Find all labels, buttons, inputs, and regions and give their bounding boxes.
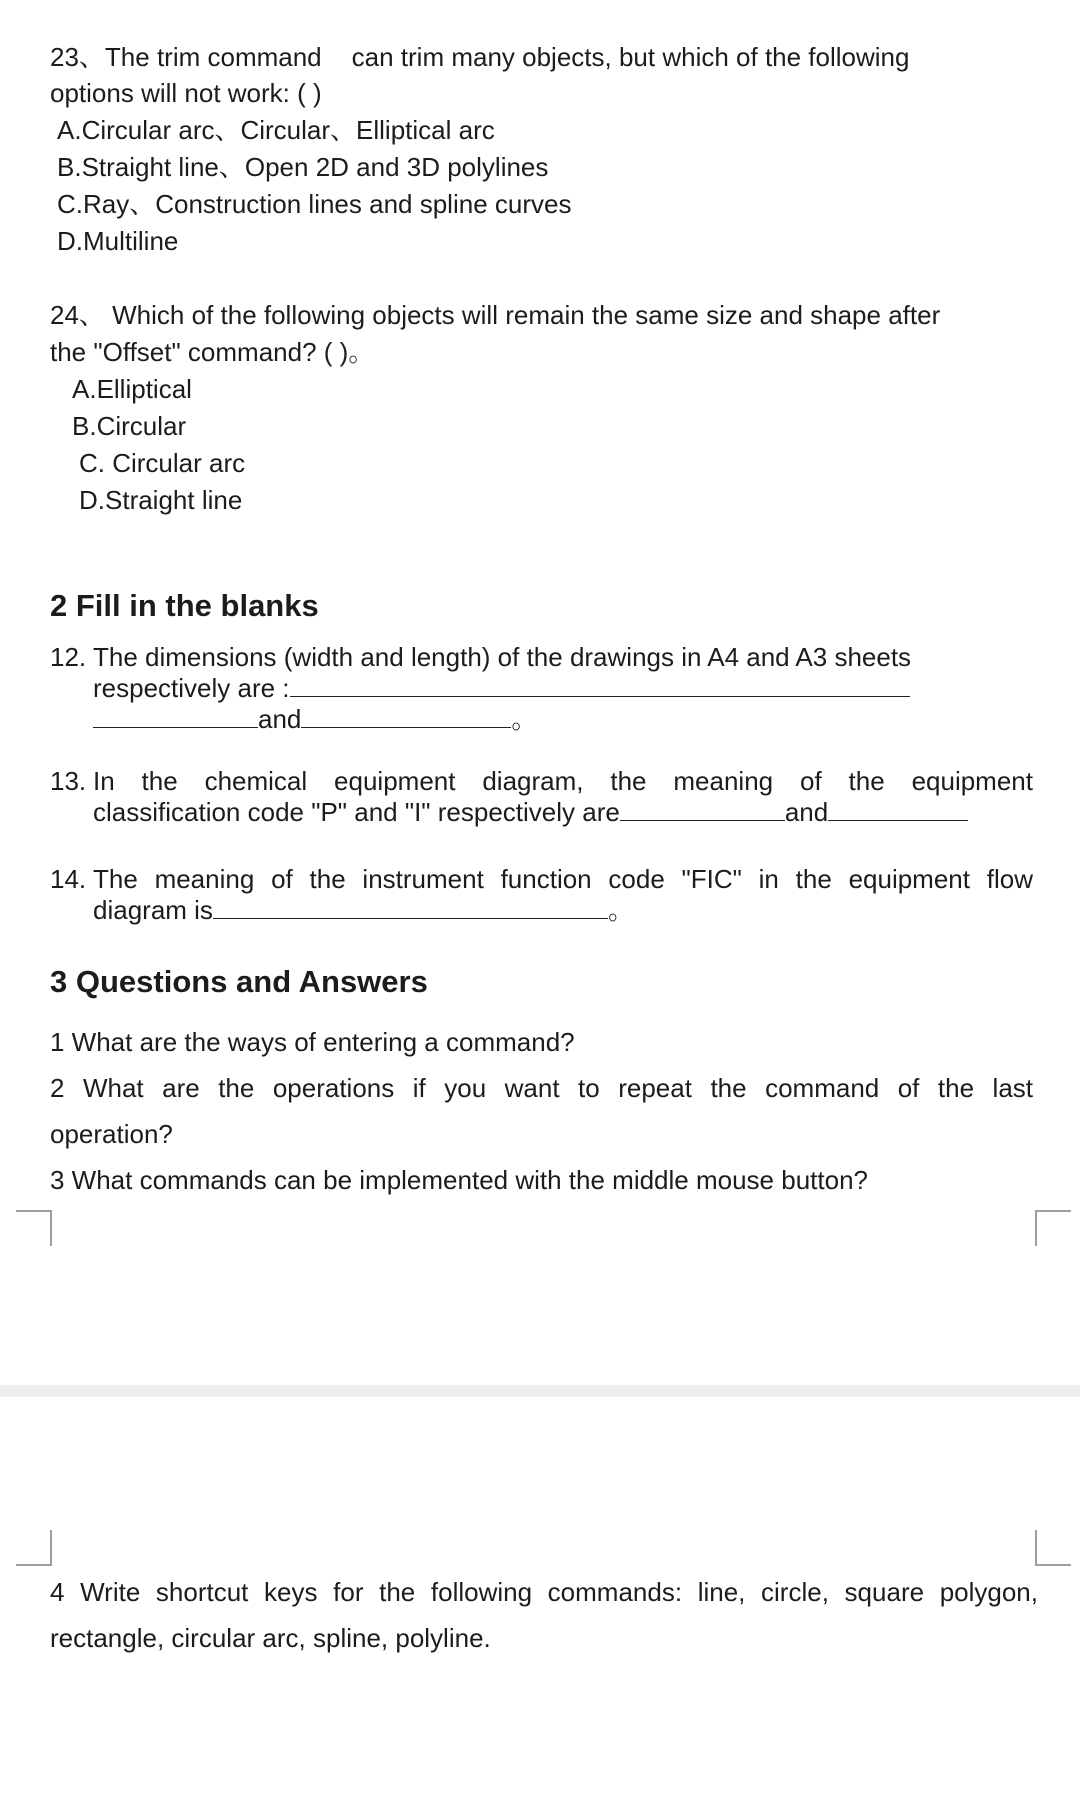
- q13-line2: [93, 799, 968, 825]
- q23-line2: options will not work: ( ): [50, 78, 322, 108]
- q24-line2: the "Offset" command? ( )。: [50, 337, 375, 367]
- q12-and: and: [258, 704, 302, 734]
- q12-line2-text: respectively are :: [93, 673, 290, 703]
- q23-line1: [50, 44, 909, 70]
- q12-end-mark: 。: [511, 704, 538, 734]
- q12-line1: The dimensions (width and length) of the drawings in A4 and A3 sheets: [93, 642, 912, 672]
- q12-answer-blank-2[interactable]: [93, 726, 258, 728]
- q23-line1-b: can trim many objects, but which of the following: [351, 42, 910, 72]
- q13-line1: In the chemical equipment diagram, the meaning of the equipment: [93, 766, 1033, 796]
- section2-title: 2 Fill in the blanks: [50, 588, 319, 623]
- q13-answer-blank-2[interactable]: [828, 819, 968, 821]
- page-break: [0, 1385, 1080, 1397]
- q14-number: 14.: [50, 864, 87, 894]
- q23-option-c: C.Ray、Construction lines and spline curves: [57, 189, 572, 219]
- q23-option-b: B.Straight line、Open 2D and 3D polylines: [57, 152, 549, 182]
- crop-mark-top-right: [1035, 1530, 1071, 1566]
- q14-line2: [93, 897, 634, 923]
- crop-mark-bottom-right: [1035, 1210, 1071, 1246]
- q24-option-c: C. Circular arc: [79, 448, 246, 478]
- section3-question-1: 1 What are the ways of entering a command?: [50, 1027, 575, 1057]
- section3-question-3: 3 What commands can be implemented with the middle mouse button?: [50, 1165, 868, 1195]
- q23-option-a: A.Circular arc、Circular、Elliptical arc: [57, 115, 495, 145]
- q13-answer-blank-1[interactable]: [620, 819, 785, 821]
- q12-answer-blank-1[interactable]: [290, 695, 910, 697]
- q12-number: 12.: [50, 642, 87, 672]
- q14-end-mark: 。: [607, 895, 634, 925]
- section3-question-2-line2: operation?: [50, 1119, 173, 1149]
- q24-option-b: B.Circular: [72, 411, 187, 441]
- section3-question-4-line2: rectangle, circular arc, spline, polyline.: [50, 1623, 491, 1653]
- q24-option-a: A.Elliptical: [72, 374, 192, 404]
- q12-line3: [93, 706, 537, 732]
- q24-line1: 24、 Which of the following objects will remain the same size and shape after: [50, 300, 941, 330]
- q23-option-d: D.Multiline: [57, 226, 179, 256]
- q14-answer-blank[interactable]: [213, 917, 608, 919]
- section3-question-2-line1: 2 What are the operations if you want to repeat the command of the last: [50, 1073, 1033, 1103]
- q12-answer-blank-3[interactable]: [301, 726, 511, 728]
- q24-option-d: D.Straight line: [79, 485, 243, 515]
- q13-line2-text: classification code "P" and "I" respectively are: [93, 797, 620, 827]
- section3-title: 3 Questions and Answers: [50, 964, 428, 999]
- section3-question-4-line1: 4 Write shortcut keys for the following commands: line, circle, square polygon,: [50, 1577, 1038, 1607]
- q14-line1: The meaning of the instrument function code "FIC" in the equipment flow: [93, 864, 1033, 894]
- crop-mark-top-left: [16, 1530, 52, 1566]
- q14-line2-text: diagram is: [93, 895, 213, 925]
- q13-and: and: [784, 797, 829, 827]
- q23-line1-a: 23、The trim command: [50, 42, 322, 72]
- q13-number: 13.: [50, 766, 87, 796]
- crop-mark-bottom-left: [16, 1210, 52, 1246]
- q12-line2: [93, 675, 910, 701]
